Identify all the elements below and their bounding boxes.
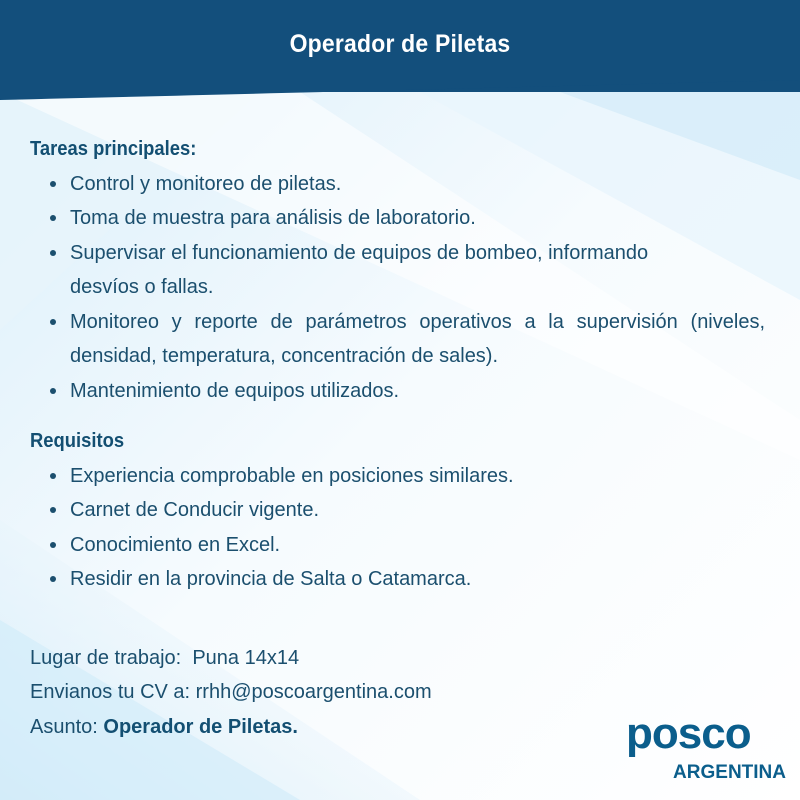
logo-sub-text: ARGENTINA [673, 762, 786, 783]
list-item: Monitoreo y reporte de parámetros operativos a la supervisión (niveles, densidad, temperatura, concentración de sales). [30, 305, 765, 374]
cv-email: Envianos tu CV a: rrhh@poscoargentina.com [30, 681, 432, 703]
tareas-list [30, 167, 765, 409]
posco-logo [620, 712, 790, 792]
list-item: Carnet de Conducir vigente. [30, 493, 765, 528]
bullet-icon [50, 388, 56, 394]
list-item: Supervisar el funcionamiento de equipos de bombeo, informando desvíos o fallas. [30, 236, 710, 305]
header-banner [0, 0, 800, 92]
tareas-heading: Tareas principales: [30, 138, 197, 160]
bullet-icon [50, 542, 56, 548]
requisitos-list [30, 459, 765, 597]
list-item: Conocimiento en Excel. [30, 528, 765, 563]
bullet-icon [50, 473, 56, 479]
list-item: Mantenimiento de equipos utilizados. [30, 374, 765, 409]
subject-label: Asunto: [30, 715, 104, 738]
list-item: Control y monitoreo de piletas. [30, 167, 765, 202]
bullet-icon [50, 181, 56, 187]
list-item: Toma de muestra para análisis de laboratorio. [30, 201, 765, 236]
bullet-icon [50, 319, 56, 325]
bullet-icon [50, 507, 56, 513]
logo-brand-text: posco [626, 712, 751, 758]
work-location: Lugar de trabajo: Puna 14x14 [30, 646, 300, 669]
list-item: Experiencia comprobable en posiciones similares. [30, 459, 765, 494]
requisitos-heading: Requisitos [30, 430, 125, 452]
list-item: Residir en la provincia de Salta o Catamarca. [30, 562, 765, 597]
job-description [30, 132, 765, 744]
bullet-icon [50, 250, 56, 256]
bullet-icon [50, 215, 56, 221]
subject-value: Operador de Piletas. [103, 715, 298, 738]
bullet-icon [50, 576, 56, 582]
page-title: Operador de Piletas [289, 30, 511, 58]
